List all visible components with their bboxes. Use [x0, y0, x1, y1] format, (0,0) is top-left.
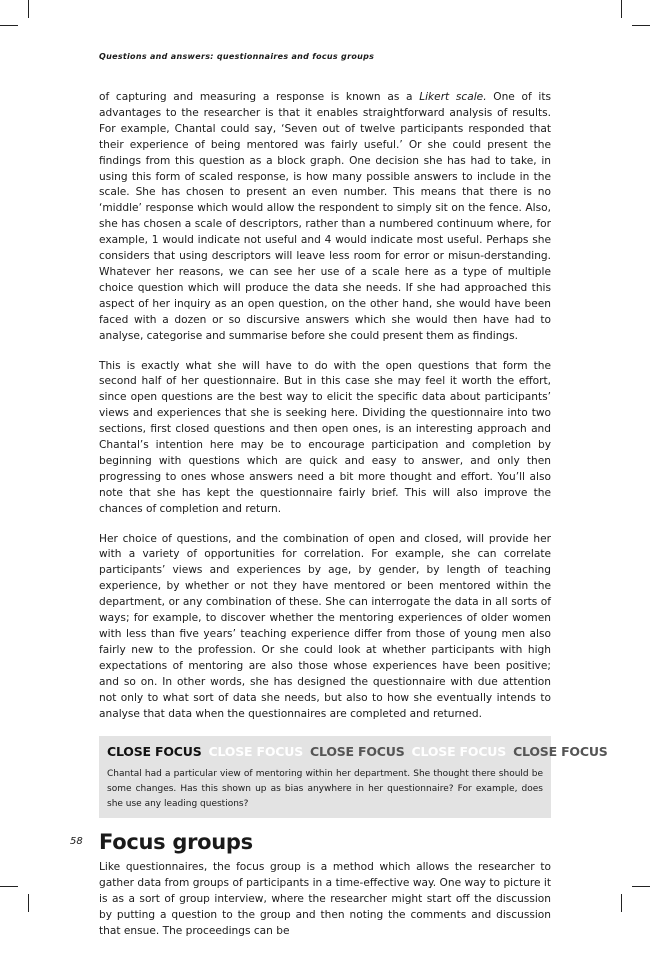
paragraph: This is exactly what she will have to do with the open questions that form the second half of her questionnaire. But in this case she may feel it worth the effort, since open questions are the best way to elicit the specific data about participants’ views and experiences that she is seeking here. Dividing the questionnaire into two sections, first closed questions and then open ones, is an interesting approach and Chantal’s intention here may be to encourage participation and completion by beginning with questions which are quick and easy to answer, and only then progressing to ones whose answers need a bit more thought and effort. You’ll also note that she has kept the questionnaire fairly brief. This will also improve the chances of completion and return.	[99, 359, 551, 515]
crop-mark	[28, 0, 29, 18]
close-focus-box	[99, 736, 608, 818]
emphasis-term: Likert scale.	[419, 91, 487, 103]
crop-mark	[0, 25, 18, 26]
body-text	[99, 90, 608, 954]
close-focus-label: CLOSE FOCUS	[411, 744, 507, 760]
paragraph	[99, 90, 551, 345]
crop-mark	[621, 0, 622, 18]
paragraph: Like questionnaires, the focus group is a method which allows the researcher to gather data from groups of participants in a time-effective way. One way to picture it is as a sort of group interview, where the researcher might start off the discussion by putting a question to the group and then noting the comments and discussion that ensue. The proceedings can be	[99, 861, 551, 938]
page-number: 58	[70, 836, 83, 847]
close-focus-label: CLOSE FOCUS	[208, 744, 304, 760]
crop-mark	[0, 886, 18, 887]
close-focus-label: CLOSE FOCUS	[310, 744, 405, 760]
running-head: Questions and answers: questionnaires and focus groups	[99, 52, 375, 61]
paragraph-text: One of its advantages to the researcher is that it enables straightforward analysis of results. For example, Chantal could say, ‘Seven out of twelve participants responded that their experience of being mentored was fairly useful.’ Or she could present the findings from this question as a block graph. One decision she has had to take, in using this form of scaled response, is how many possible answers to include in the scale. She has chosen to present an even number. This means that there is no ‘middle’ response which would allow the respondent to simply sit on the fence. Also, she has chosen a scale of descriptors, rather than a numbered continuum where, for example, 1 would indicate not useful and 4 would indicate most useful. Perhaps she considers that using descriptors will leave less room for error or misun-derstanding. Whatever her reasons, we can see her use of a scale here as a type of multiple choice question which will produce the data she needs. If she had approached this aspect of her inquiry as an open question, on the other hand, she would have been faced with a dozen or so discursive answers which she would then have had to analyse, categorise and summarise before she could present them as findings.	[99, 91, 552, 342]
close-focus-label: CLOSE FOCUS	[513, 744, 608, 760]
paragraph: Her choice of questions, and the combination of open and closed, will provide her with a variety of opportunities for correlation. For example, she can correlate participants’ views and experiences by age, by gender, by length of teaching experience, by whether or not they have mentored or been mentored within the department, or any combination of these. She can interrogate the data in all sorts of ways; for example, to discover whether the mentoring experiences of older women with less than five years’ teaching experience differ from those of young men also fairly new to the profession. Or she could look at whether participants with high expectations of mentoring are also those whose experiences have been positive; and so on. In other words, she has designed the questionnaire with due attention not only to what sort of data she needs, but also to how she eventually intends to analyse that data when the questionnaires are completed and returned.	[99, 532, 551, 720]
crop-mark	[28, 894, 29, 912]
paragraph-text: of capturing and measuring a response is known as a	[99, 91, 420, 103]
close-focus-banner	[107, 744, 608, 760]
crop-mark	[621, 894, 622, 912]
crop-mark	[632, 25, 650, 26]
close-focus-label: CLOSE FOCUS	[107, 744, 202, 760]
section-heading: Focus groups	[99, 830, 253, 855]
crop-mark	[632, 886, 650, 887]
close-focus-text: Chantal had a particular view of mentoring within her department. She thought there should be some changes. Has this shown up as bias anywhere in her questionnaire? For example, does she use any leading questions?	[107, 769, 543, 810]
